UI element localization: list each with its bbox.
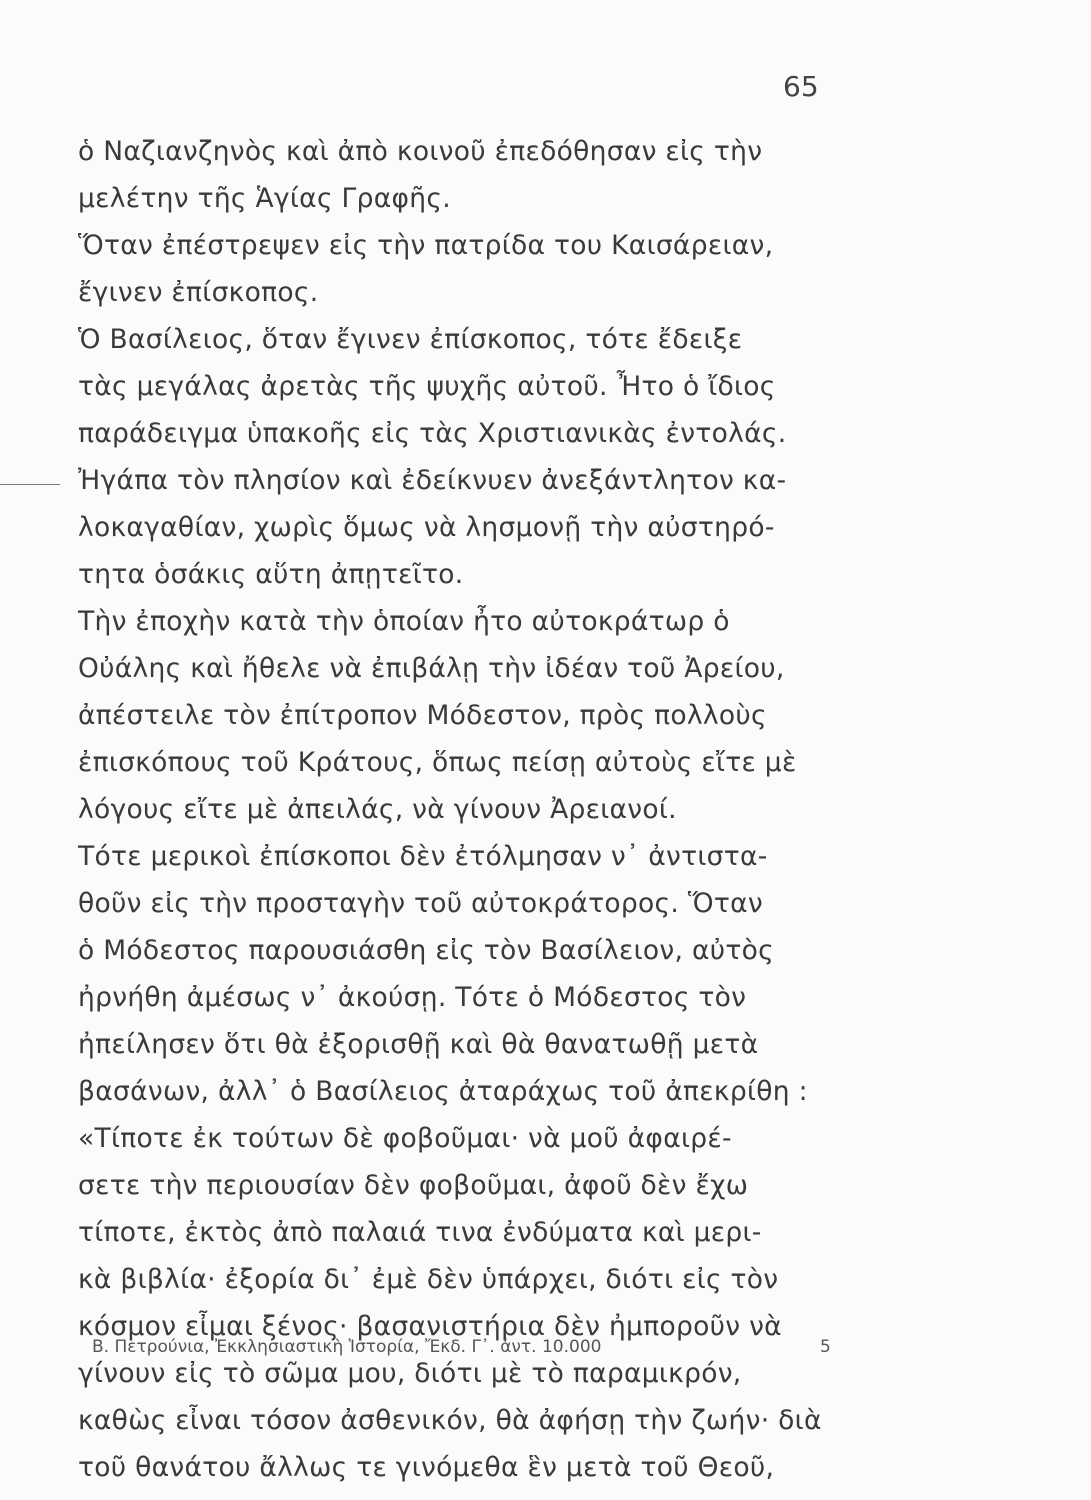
text-line: λοκαγαθίαν, χωρὶς ὅμως νὰ λησμονῇ τὴν αὐστηρό- <box>78 512 775 543</box>
text-line: βασάνων, ἀλλ᾽ ὁ Βασίλειος ἀταράχως τοῦ ἀπεκρίθη : <box>78 1076 808 1107</box>
margin-line-mark <box>0 484 60 485</box>
text-line: τητα ὁσάκις αὕτη ἀπῃτεῖτο. <box>78 559 464 590</box>
text-line: τίποτε, ἐκτὸς ἀπὸ παλαιά τινα ἐνδύματα καὶ μερι- <box>78 1217 762 1248</box>
text-line: ἠπείλησεν ὅτι θὰ ἐξορισθῇ καὶ θὰ θανατωθῇ μετὰ <box>78 1029 759 1060</box>
text-line: ὁ Μόδεστος παρουσιάσθη εἰς τὸν Βασίλειον, αὐτὸς <box>78 935 774 966</box>
text-line: Ὁ Βασίλειος, ὅταν ἔγινεν ἐπίσκοπος, τότε ἔδειξε <box>78 324 743 355</box>
footer-citation: Β. Πετρούνια, Ἐκκλησιαστικὴ Ἱστορία, Ἔκδ. Γ᾽. ἀντ. 10.000 <box>92 1337 602 1357</box>
body-text <box>78 128 878 1491</box>
text-line: λόγους εἴτε μὲ ἀπειλάς, νὰ γίνουν Ἀρειανοί. <box>78 794 677 825</box>
text-line: Τὴν ἐποχὴν κατὰ τὴν ὁποίαν ἦτο αὐτοκράτωρ ὁ <box>78 606 730 637</box>
footer-signature-mark: 5 <box>820 1337 831 1357</box>
text-line: θοῦν εἰς τὴν προσταγὴν τοῦ αὐτοκράτορος. Ὅταν <box>78 888 763 919</box>
text-line: παράδειγμα ὑπακοῆς εἰς τὰς Χριστιανικὰς ἐντολάς. <box>78 418 787 449</box>
text-line: ἐπισκόπους τοῦ Κράτους, ὅπως πείσῃ αὐτοὺς εἴτε μὲ <box>78 747 797 778</box>
text-line: «Τίποτε ἐκ τούτων δὲ φοβοῦμαι· νὰ μοῦ ἀφαιρέ- <box>78 1123 732 1154</box>
text-line: ἠρνήθη ἀμέσως ν᾽ ἀκούσῃ. Τότε ὁ Μόδεστος τὸν <box>78 982 747 1013</box>
text-line: καθὼς εἶναι τόσον ἀσθενικόν, θὰ ἀφήσῃ τὴν ζωήν· διὰ <box>78 1405 822 1436</box>
text-line: Ὅταν ἐπέστρεψεν εἰς τὴν πατρίδα του Καισάρειαν, <box>78 230 774 261</box>
text-line: Οὐάλης καὶ ἤθελε νὰ ἐπιβάλῃ τὴν ἰδέαν τοῦ Ἀρείου, <box>78 653 785 684</box>
text-line: ἔγινεν ἐπίσκοπος. <box>78 277 319 308</box>
text-line: κὰ βιβλία· ἐξορία δι᾽ ἐμὲ δὲν ὑπάρχει, διότι εἰς τὸν <box>78 1264 779 1295</box>
text-line: γίνουν εἰς τὸ σῶμα μου, διότι μὲ τὸ παραμικρόν, <box>78 1358 742 1389</box>
page-number: 65 <box>783 70 819 103</box>
text-line: μελέτην τῆς Ἁγίας Γραφῆς. <box>78 183 451 214</box>
text-line: τὰς μεγάλας ἀρετὰς τῆς ψυχῆς αὐτοῦ. Ἦτο ὁ ἴδιος <box>78 371 776 402</box>
page-footer <box>92 1337 842 1357</box>
text-line: σετε τὴν περιουσίαν δὲν φοβοῦμαι, ἀφοῦ δὲν ἔχω <box>78 1170 749 1201</box>
text-line: κόσμον εἶμαι ξένος· βασανιστήρια δὲν ἠμποροῦν νὰ <box>78 1311 782 1342</box>
text-line: ὁ Ναζιανζηνὸς καὶ ἀπὸ κοινοῦ ἐπεδόθησαν εἰς τὴν <box>78 136 763 167</box>
text-line: ἀπέστειλε τὸν ἐπίτροπον Μόδεστον, πρὸς πολλοὺς <box>78 700 767 731</box>
text-line: Τότε μερικοὶ ἐπίσκοποι δὲν ἐτόλμησαν ν᾽ ἀντιστα- <box>78 841 768 872</box>
text-line: Ἠγάπα τὸν πλησίον καὶ ἐδείκνυεν ἀνεξάντλητον κα- <box>78 465 787 496</box>
text-line: τοῦ θανάτου ἄλλως τε γινόμεθα ἓν μετὰ τοῦ Θεοῦ, <box>78 1452 775 1483</box>
